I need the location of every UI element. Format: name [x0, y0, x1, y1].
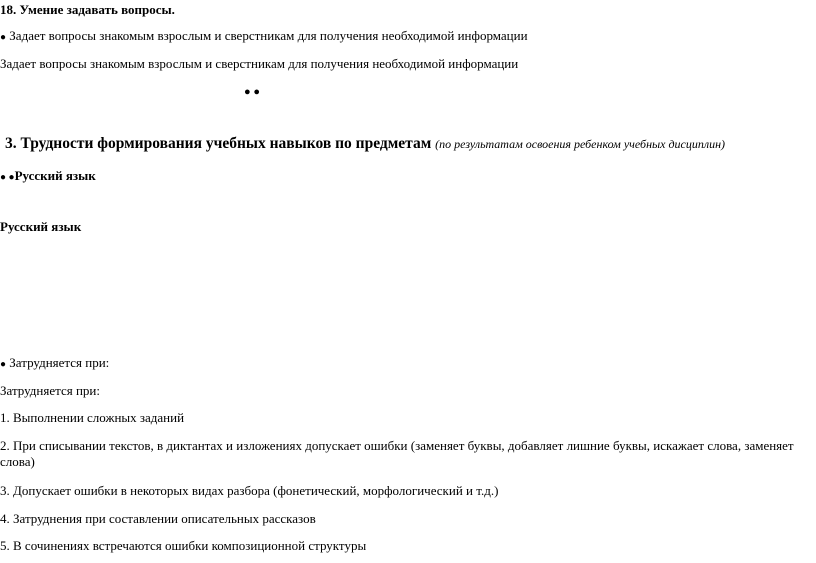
decorative-dots: ● ● [244, 86, 261, 98]
heading-text: 3. Трудности формирования учебных навыков по предметам [5, 135, 432, 152]
bullet-list-item [0, 28, 528, 46]
difficulty-bullet-item [0, 355, 109, 373]
paragraph-text: Задает вопросы знакомым взрослым и сверстникам для получения необходимой информации [0, 56, 519, 71]
list-item: 1. Выполнении сложных заданий [0, 410, 185, 425]
difficulty-text: Затрудняется при: [0, 383, 100, 398]
section-18-title: 18. Умение задавать вопросы. [0, 2, 175, 17]
list-item: 5. В сочинениях встречаются ошибки композиционной структуры [0, 538, 367, 553]
heading-note: (по результатам освоения ребенком учебных дисциплин) [435, 137, 726, 151]
list-item: 2. При списывании текстов, в диктантах и изложениях допускает ошибки (заменяет буквы, добавляет лишние буквы, искажает слова, заменяет слова) [0, 438, 794, 469]
bullet-icon: ● [0, 359, 7, 370]
bullet-icon: ● [0, 32, 7, 43]
difficulty-bullet-text: Затрудняется при: [9, 355, 110, 370]
subject-title: Русский язык [0, 219, 82, 234]
subject-bullet-item [0, 168, 96, 186]
list-item: 3. Допускает ошибки в некоторых видах разбора (фонетический, морфологический и т.д.) [0, 483, 499, 498]
bullet-item-text: Задает вопросы знакомым взрослым и сверстникам для получения необходимой информации [9, 28, 528, 43]
bullet-pair-icon: ● ● [0, 172, 15, 183]
list-item: 4. Затруднения при составлении описательных рассказов [0, 511, 316, 526]
subject-bullet-text: Русский язык [14, 168, 96, 183]
section-3-heading [5, 136, 725, 152]
